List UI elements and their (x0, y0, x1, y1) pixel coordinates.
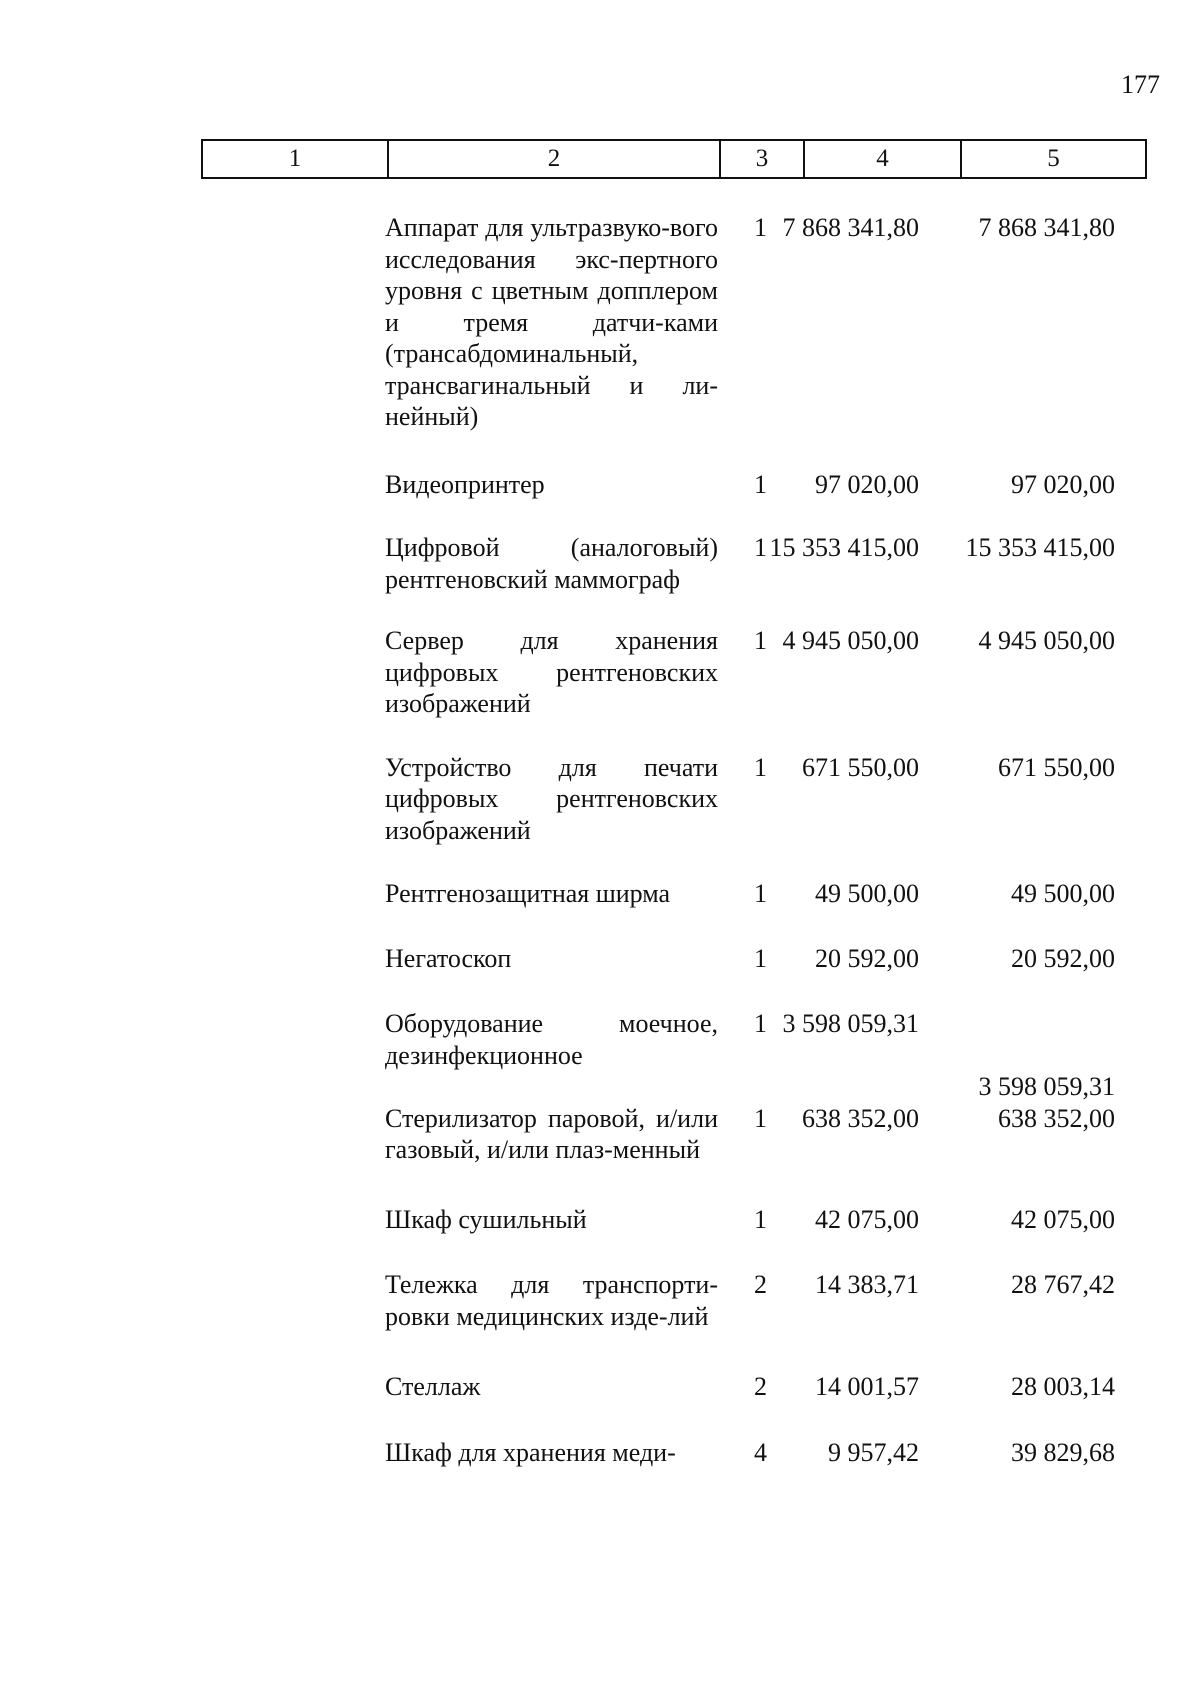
page-number: 177 (1121, 70, 1160, 99)
equipment-list (385, 212, 1155, 1468)
table-row (385, 1269, 1155, 1332)
item-total: 4 945 050,00 (978, 626, 1115, 655)
item-total: 28 767,42 (1011, 1270, 1115, 1299)
item-quantity: 1 (754, 469, 767, 499)
item-name: Негатоскоп (385, 943, 512, 973)
item-name: Видеопринтер (385, 469, 545, 499)
item-total: 28 003,14 (1011, 1372, 1115, 1401)
item-name: Шкаф сушильный (385, 1204, 587, 1234)
column-header-table (201, 139, 1147, 179)
item-price: 15 353 415,00 (769, 533, 919, 562)
item-total: 20 592,00 (1011, 943, 1115, 973)
column-header-1: 1 (202, 140, 388, 178)
table-row (385, 212, 1155, 433)
item-name: Устройство для печати цифровых рентгеновских изображений (385, 752, 718, 845)
table-row (385, 469, 1155, 501)
table-row (385, 532, 1155, 595)
table-row (385, 943, 1155, 975)
item-quantity: 2 (754, 1372, 767, 1401)
column-header-2: 2 (388, 140, 720, 178)
table-row (385, 1103, 1155, 1166)
item-quantity: 1 (754, 943, 767, 973)
item-price: 671 550,00 (802, 752, 919, 782)
item-name: Тележка для транспорти-ровки медицинских изде-лий (385, 1270, 718, 1331)
table-row (385, 1437, 1155, 1469)
item-quantity: 1 (754, 752, 767, 782)
column-header-row (202, 140, 1146, 178)
item-total: 42 075,00 (1011, 1204, 1115, 1234)
item-name: Аппарат для ультразвуко-вого исследования экс-пертного уровня с цветным допплером и тремя датчи-ками (трансабдоминальный, трансвагинальный и ли-нейный) (385, 213, 718, 431)
item-name: Шкаф для хранения меди- (385, 1437, 676, 1467)
table-row (385, 878, 1155, 910)
table-row (385, 1204, 1155, 1236)
table-row (385, 1371, 1155, 1403)
column-header-3: 3 (720, 140, 804, 178)
item-total: 49 500,00 (1011, 879, 1115, 908)
item-total: 3 598 059,31 (978, 1072, 1115, 1101)
item-total: 671 550,00 (998, 752, 1115, 782)
item-quantity: 1 (754, 1204, 767, 1234)
item-quantity: 1 (754, 879, 767, 908)
item-total: 7 868 341,80 (978, 213, 1115, 242)
item-quantity: 1 (754, 1103, 767, 1133)
item-price: 42 075,00 (815, 1204, 919, 1234)
table-row (385, 625, 1155, 720)
item-quantity: 1 (754, 626, 767, 655)
item-price: 4 945 050,00 (782, 626, 919, 655)
table-row (385, 1008, 1155, 1103)
item-price: 9 957,42 (828, 1437, 919, 1467)
item-total: 15 353 415,00 (965, 533, 1115, 562)
item-total: 638 352,00 (998, 1103, 1115, 1133)
item-price: 7 868 341,80 (782, 213, 919, 242)
item-name: Рентгенозащитная ширма (385, 879, 671, 908)
column-header-4: 4 (804, 140, 961, 178)
item-price: 97 020,00 (815, 469, 919, 499)
item-total: 39 829,68 (1011, 1437, 1115, 1467)
item-total: 97 020,00 (1011, 469, 1115, 499)
item-price: 14 383,71 (815, 1270, 919, 1299)
item-quantity: 4 (754, 1437, 767, 1467)
item-name: Цифровой (аналоговый) рентгеновский маммограф (385, 533, 718, 594)
item-price: 638 352,00 (802, 1103, 919, 1133)
item-price: 49 500,00 (815, 879, 919, 908)
item-quantity: 2 (754, 1270, 767, 1299)
item-price: 14 001,57 (815, 1372, 919, 1401)
item-quantity: 1 (754, 213, 767, 242)
item-price: 20 592,00 (815, 943, 919, 973)
item-name: Стерилизатор паровой, и/или газовый, и/или плаз-менный (385, 1103, 718, 1164)
item-name: Стеллаж (385, 1372, 481, 1401)
item-quantity: 1 (754, 533, 767, 562)
column-header-5: 5 (961, 140, 1146, 178)
table-row (385, 752, 1155, 847)
item-price: 3 598 059,31 (782, 1009, 919, 1038)
item-name: Оборудование моечное, дезинфекционное (385, 1009, 718, 1070)
item-name: Сервер для хранения цифровых рентгеновских изображений (385, 626, 718, 718)
item-quantity: 1 (754, 1009, 767, 1038)
